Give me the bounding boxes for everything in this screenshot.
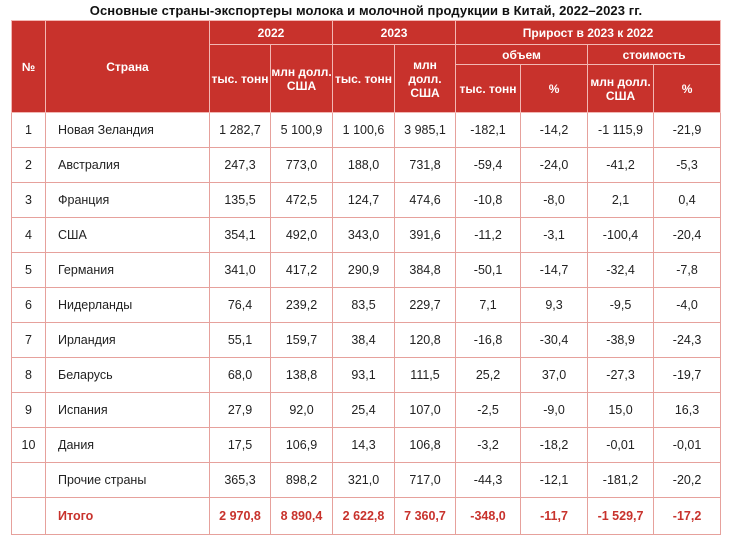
table-title: Основные страны-экспортеры молока и молочной продукции в Китай, 2022–2023 гг. [89,3,643,18]
row-country: Беларусь [46,358,210,393]
cell-value-usd: -9,5 [588,288,654,323]
total-2022-tons: 2 970,8 [210,498,271,535]
row-num: 4 [12,218,46,253]
cell-volume-tons: -50,1 [456,253,521,288]
table-row [12,288,721,323]
col-header-2022: 2022 [210,21,333,45]
row-country: Австралия [46,148,210,183]
row-num: 6 [12,288,46,323]
row-country: Новая Зеландия [46,113,210,148]
cell-2023-usd: 717,0 [395,463,456,498]
table-row [12,113,721,148]
table-row [12,428,721,463]
table-row [12,148,721,183]
col-header-volume: объем [456,45,588,65]
cell-volume-tons: -10,8 [456,183,521,218]
cell-2022-usd: 106,9 [271,428,333,463]
cell-volume-pct: -14,7 [521,253,588,288]
cell-2022-tons: 341,0 [210,253,271,288]
row-num: 7 [12,323,46,358]
cell-2022-usd: 472,5 [271,183,333,218]
cell-2023-usd: 111,5 [395,358,456,393]
cell-volume-tons: 7,1 [456,288,521,323]
cell-volume-tons: -16,8 [456,323,521,358]
cell-volume-pct: -24,0 [521,148,588,183]
cell-value-pct: -24,3 [654,323,721,358]
cell-value-usd: -38,9 [588,323,654,358]
cell-2022-usd: 159,7 [271,323,333,358]
row-num: 9 [12,393,46,428]
cell-2022-usd: 417,2 [271,253,333,288]
cell-2023-usd: 731,8 [395,148,456,183]
cell-value-pct: -20,2 [654,463,721,498]
col-header-volume-tons: тыс. тонн [456,65,521,113]
col-header-growth: Прирост в 2023 к 2022 [456,21,721,45]
total-2023-tons: 2 622,8 [333,498,395,535]
cell-value-usd: -32,4 [588,253,654,288]
cell-volume-tons: 25,2 [456,358,521,393]
cell-2022-usd: 92,0 [271,393,333,428]
cell-2023-tons: 14,3 [333,428,395,463]
cell-volume-tons: -2,5 [456,393,521,428]
cell-value-pct: -4,0 [654,288,721,323]
cell-2022-usd: 492,0 [271,218,333,253]
row-country: Дания [46,428,210,463]
cell-value-usd: -27,3 [588,358,654,393]
cell-2023-usd: 107,0 [395,393,456,428]
row-country: Испания [46,393,210,428]
cell-2023-tons: 290,9 [333,253,395,288]
row-num: 5 [12,253,46,288]
cell-volume-tons: -59,4 [456,148,521,183]
row-country: Прочие страны [46,463,210,498]
cell-2022-tons: 247,3 [210,148,271,183]
cell-volume-pct: -14,2 [521,113,588,148]
cell-value-usd: -0,01 [588,428,654,463]
col-header-2022-usd: млн долл. США [271,45,333,113]
col-header-2023-usd: млн долл. США [395,45,456,113]
cell-2023-usd: 229,7 [395,288,456,323]
cell-volume-pct: -8,0 [521,183,588,218]
row-num [12,498,46,535]
cell-volume-pct: 9,3 [521,288,588,323]
table-row [12,253,721,288]
cell-volume-tons: -44,3 [456,463,521,498]
cell-2022-tons: 354,1 [210,218,271,253]
cell-value-usd: -41,2 [588,148,654,183]
row-country: Франция [46,183,210,218]
cell-value-pct: -5,3 [654,148,721,183]
row-country: США [46,218,210,253]
cell-volume-pct: -3,1 [521,218,588,253]
cell-2023-usd: 391,6 [395,218,456,253]
cell-2022-tons: 365,3 [210,463,271,498]
col-header-value-pct: % [654,65,721,113]
total-volume-pct: -11,7 [521,498,588,535]
table-row [12,183,721,218]
total-row [12,498,721,535]
cell-2023-tons: 38,4 [333,323,395,358]
cell-value-pct: -19,7 [654,358,721,393]
cell-value-pct: 0,4 [654,183,721,218]
col-header-2023-tons: тыс. тонн [333,45,395,113]
cell-volume-pct: -12,1 [521,463,588,498]
cell-2023-usd: 106,8 [395,428,456,463]
cell-2023-tons: 321,0 [333,463,395,498]
row-num: 8 [12,358,46,393]
table-row [12,218,721,253]
cell-volume-tons: -182,1 [456,113,521,148]
cell-value-usd: -100,4 [588,218,654,253]
row-num [12,463,46,498]
cell-value-usd: -1 115,9 [588,113,654,148]
cell-2022-tons: 55,1 [210,323,271,358]
cell-volume-pct: -9,0 [521,393,588,428]
cell-volume-pct: 37,0 [521,358,588,393]
cell-2022-tons: 135,5 [210,183,271,218]
cell-value-usd: 15,0 [588,393,654,428]
cell-2023-tons: 343,0 [333,218,395,253]
cell-2023-usd: 120,8 [395,323,456,358]
total-value-pct: -17,2 [654,498,721,535]
cell-volume-tons: -11,2 [456,218,521,253]
table-row [12,393,721,428]
total-volume-tons: -348,0 [456,498,521,535]
cell-value-pct: 16,3 [654,393,721,428]
cell-volume-pct: -18,2 [521,428,588,463]
row-country: Ирландия [46,323,210,358]
col-header-num: № [12,21,46,113]
cell-2022-usd: 773,0 [271,148,333,183]
cell-value-pct: -20,4 [654,218,721,253]
col-header-value: стоимость [588,45,721,65]
cell-2022-tons: 1 282,7 [210,113,271,148]
cell-2023-usd: 384,8 [395,253,456,288]
exporters-table [11,20,721,535]
col-header-value-usd: млн долл. США [588,65,654,113]
row-num: 2 [12,148,46,183]
cell-2023-usd: 3 985,1 [395,113,456,148]
cell-2023-tons: 1 100,6 [333,113,395,148]
total-2022-usd: 8 890,4 [271,498,333,535]
cell-2022-tons: 27,9 [210,393,271,428]
cell-volume-pct: -30,4 [521,323,588,358]
cell-value-usd: -181,2 [588,463,654,498]
cell-2022-usd: 138,8 [271,358,333,393]
cell-2022-usd: 898,2 [271,463,333,498]
cell-volume-tons: -3,2 [456,428,521,463]
row-num: 10 [12,428,46,463]
cell-2023-tons: 25,4 [333,393,395,428]
cell-value-pct: -7,8 [654,253,721,288]
total-label: Итого [46,498,210,535]
col-header-country: Страна [46,21,210,113]
cell-value-pct: -0,01 [654,428,721,463]
col-header-2023: 2023 [333,21,456,45]
cell-2022-usd: 5 100,9 [271,113,333,148]
cell-2023-tons: 188,0 [333,148,395,183]
row-country: Германия [46,253,210,288]
cell-2022-tons: 17,5 [210,428,271,463]
cell-2023-tons: 93,1 [333,358,395,393]
cell-value-pct: -21,9 [654,113,721,148]
cell-2023-tons: 83,5 [333,288,395,323]
cell-2022-tons: 76,4 [210,288,271,323]
cell-2023-usd: 474,6 [395,183,456,218]
table-row [12,358,721,393]
row-num: 1 [12,113,46,148]
cell-value-usd: 2,1 [588,183,654,218]
table-row [12,323,721,358]
cell-2023-tons: 124,7 [333,183,395,218]
cell-2022-usd: 239,2 [271,288,333,323]
total-2023-usd: 7 360,7 [395,498,456,535]
cell-2022-tons: 68,0 [210,358,271,393]
row-num: 3 [12,183,46,218]
table-row [12,463,721,498]
col-header-2022-tons: тыс. тонн [210,45,271,113]
col-header-volume-pct: % [521,65,588,113]
total-value-usd: -1 529,7 [588,498,654,535]
row-country: Нидерланды [46,288,210,323]
